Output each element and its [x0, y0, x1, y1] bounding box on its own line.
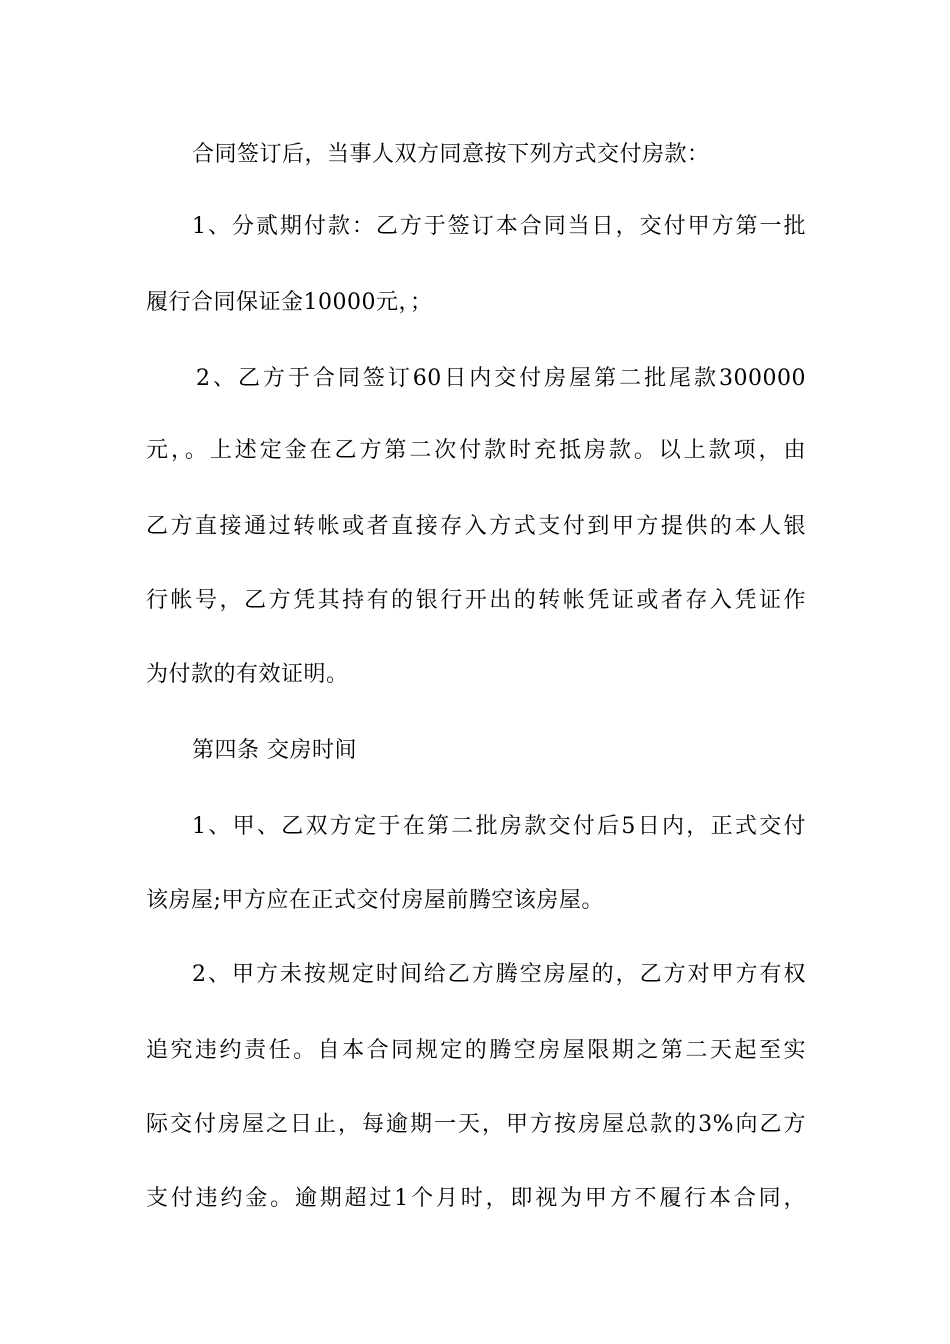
clause-2-line-1: 2、乙方于合同签订60日内交付房屋第二批尾款300000: [196, 366, 806, 391]
paragraph-payment-intro: 合同签订后，当事人双方同意按下列方式交付房款：: [192, 142, 710, 167]
article-4-clause-2-line-3: 际交付房屋之日止，每逾期一天，甲方按房屋总款的3%向乙方: [146, 1112, 806, 1137]
clause-2-line-5: 为付款的有效证明。: [146, 662, 349, 687]
article-4-clause-1-line-1: 1、甲、乙双方定于在第二批房款交付后5日内，正式交付: [192, 814, 806, 839]
article-4-clause-2-line-1: 2、甲方未按规定时间给乙方腾空房屋的，乙方对甲方有权: [192, 962, 806, 987]
section-heading-article-4: 第四条 交房时间: [192, 738, 357, 763]
clause-2-line-3: 乙方直接通过转帐或者直接存入方式支付到甲方提供的本人银: [146, 514, 806, 539]
article-4-clause-1-line-2: 该房屋;甲方应在正式交付房屋前腾空该房屋。: [146, 888, 604, 913]
article-4-clause-2-line-4: 支付违约金。逾期超过1个月时，即视为甲方不履行本合同，: [146, 1186, 806, 1211]
clause-2-line-2: 元，。上述定金在乙方第二次付款时充抵房款。以上款项，由: [146, 438, 806, 463]
clause-1-line-2: 履行合同保证金10000元，；: [146, 290, 433, 315]
clause-1-line-1: 1、分贰期付款：乙方于签订本合同当日，交付甲方第一批: [192, 214, 806, 239]
clause-2-line-4: 行帐号，乙方凭其持有的银行开出的转帐凭证或者存入凭证作: [146, 588, 806, 613]
article-4-clause-2-line-2: 追究违约责任。自本合同规定的腾空房屋限期之第二天起至实: [146, 1038, 806, 1063]
